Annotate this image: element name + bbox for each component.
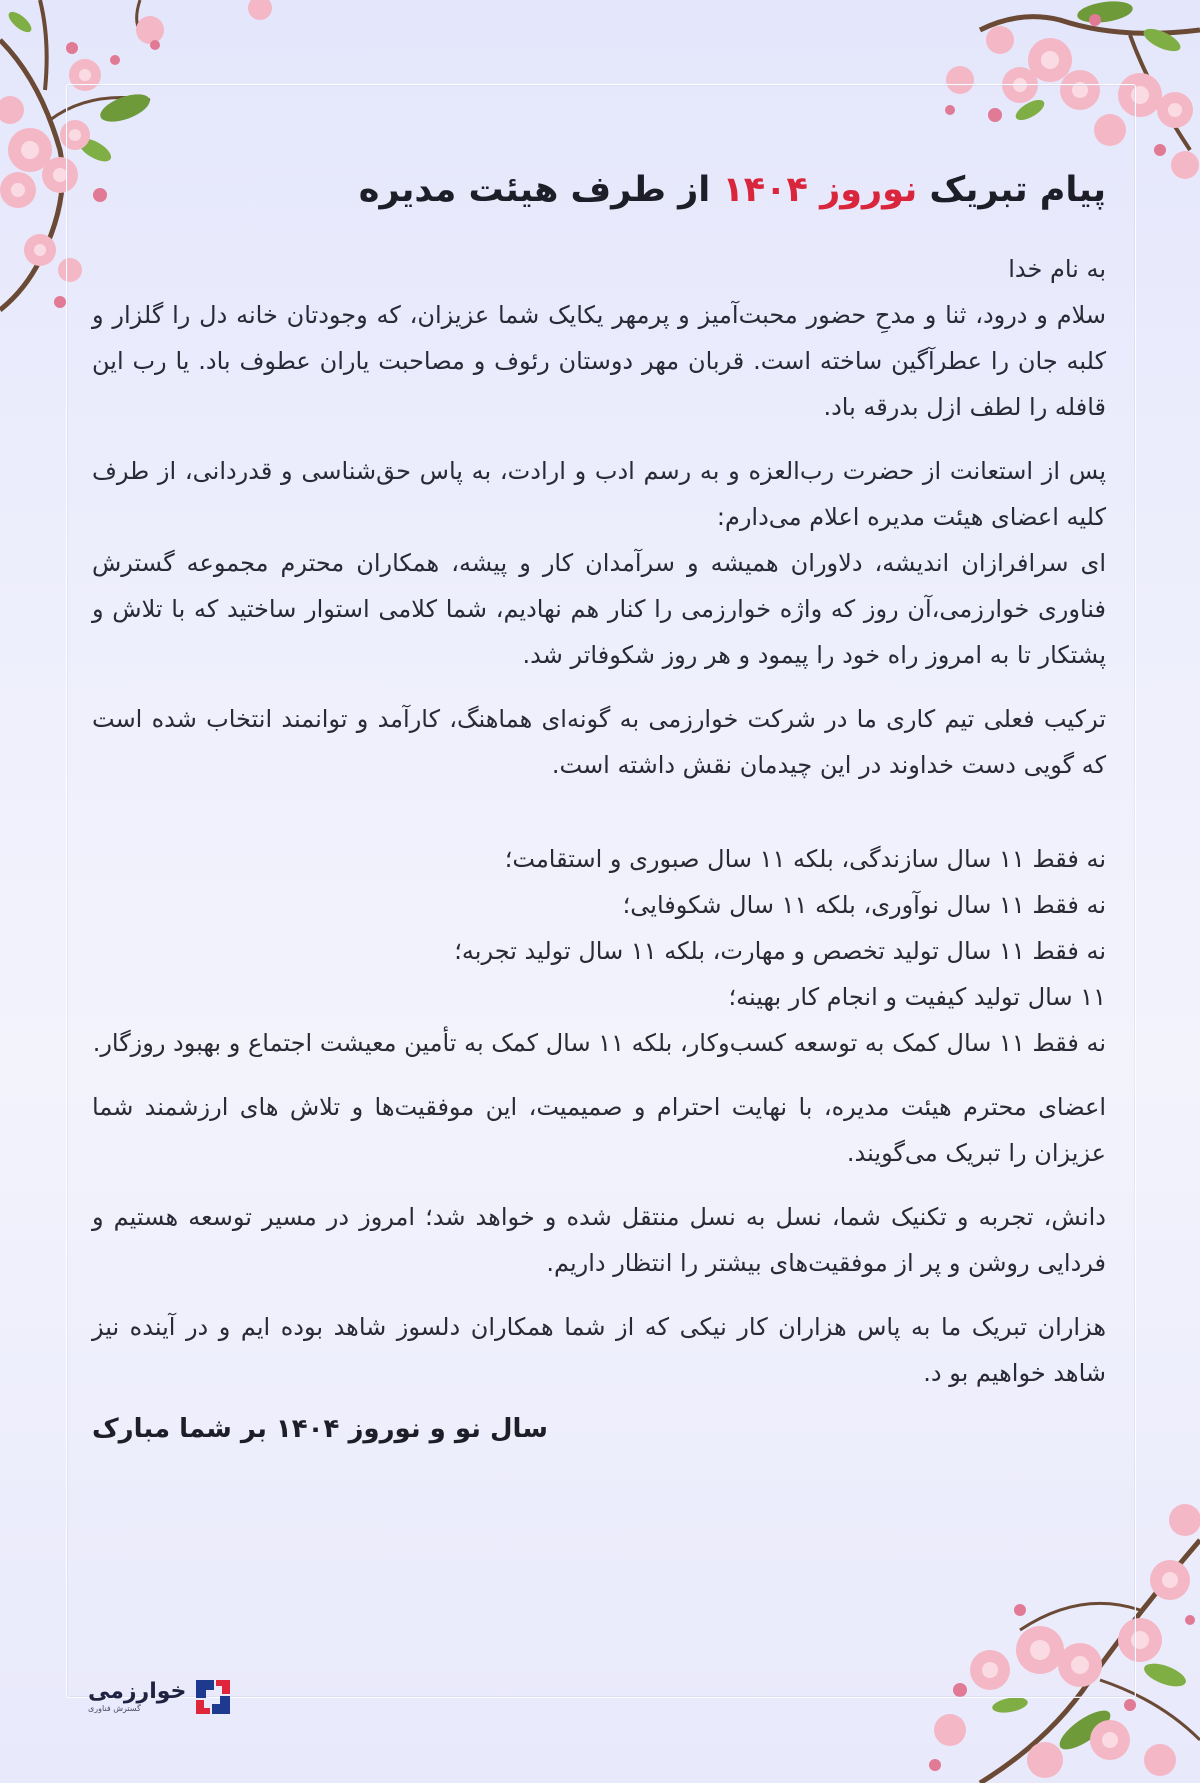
page-title (92, 164, 1106, 216)
paragraph-team: ترکیب فعلی تیم کاری ما در شرکت خوارزمی به گونه‌ای هماهنگ، کارآمد و توانمند انتخاب شده است که گویی دست خداوند در این چیدمان نقش داشته است. (92, 705, 1106, 779)
list-item: نه فقط ۱۱ سال تولید تخصص و مهارت، بلکه ۱۱ سال تولید تجربه؛ (454, 937, 1106, 965)
company-logo (88, 1676, 234, 1718)
list-item: نه فقط ۱۱ سال سازندگی، بلکه ۱۱ سال صبوری و استقامت؛ (504, 845, 1106, 873)
paragraph-greeting: سلام و درود، ثنا و مدحِ حضور محبت‌آمیز و پرمهر یکایک شما عزیزان، که وجودتان خانه دل را گلزار و کلبه جان را عطرآگین ساخته است. قربان مهر دوستان رئوف و مصاحبت یاران عطوف باد. یا رب این قافله را لطف ازل بدرقه باد. (92, 301, 1106, 421)
paragraph-thanks: هزاران تبریک ما به پاس هزاران کار نیکی که از شما همکاران دلسوز شاهد بوده ایم و در آینده نیز شاهد خواهیم بو د. (92, 1313, 1106, 1387)
paragraph-gratitude: پس از استعانت از حضرت رب‌العزه و به رسم ادب و ارادت، به پاس حق‌شناسی و قدردانی، از طرف کلیه اعضای هیئت مدیره اعلام می‌دارم: (92, 457, 1106, 531)
paragraph-knowledge: دانش، تجربه و تکنیک شما، نسل به نسل منتقل شده و خواهد شد؛ امروز در مسیر توسعه هستیم و فردایی روشن و پر از موفقیت‌های بیشتر را انتظار داریم. (92, 1203, 1106, 1277)
paragraph-salutation: به نام خدا (1008, 255, 1106, 283)
paragraph-board: اعضای محترم هیئت مدیره، با نهایت احترام و صمیمیت، این موفقیت‌ها و تلاش های ارزشمند شما عزیزان را تبریک می‌گویند. (92, 1093, 1106, 1167)
logo-name: خوارزمی (88, 1679, 187, 1704)
letter-body (92, 164, 1106, 1444)
list-item: نه فقط ۱۱ سال کمک به توسعه کسب‌وکار، بلکه ۱۱ سال کمک به تأمین معیشت اجتماع و بهبود روزگار. (92, 1029, 1106, 1057)
list-item: ۱۱ سال تولید کیفیت و انجام کار بهینه؛ (728, 983, 1106, 1011)
list-item: نه فقط ۱۱ سال نوآوری، بلکه ۱۱ سال شکوفایی؛ (622, 891, 1106, 919)
title-suffix: از طرف هیئت مدیره (358, 170, 711, 210)
closing-greeting: سال نو و نوروز ۱۴۰۴ بر شما مبارک (92, 1414, 548, 1444)
logo-mark-icon (192, 1676, 234, 1718)
logo-subtitle: گسترش فناوری (88, 1704, 141, 1713)
title-prefix: پیام تبریک (929, 170, 1106, 210)
paragraph-colleagues: ای سرافرازان اندیشه، دلاوران همیشه و سرآمدان کار و پیشه، همکاران محترم مجموعه گسترش فناوری خوارزمی،آن روز که واژه خوارزمی را کنار هم نهادیم، شما کلامی استوار ساختید که با تلاش و پشتکار تا به امروز راه خود را پیمود و هر روز شکوفاتر شد. (92, 549, 1106, 669)
title-highlight: نوروز ۱۴۰۴ (722, 170, 918, 210)
